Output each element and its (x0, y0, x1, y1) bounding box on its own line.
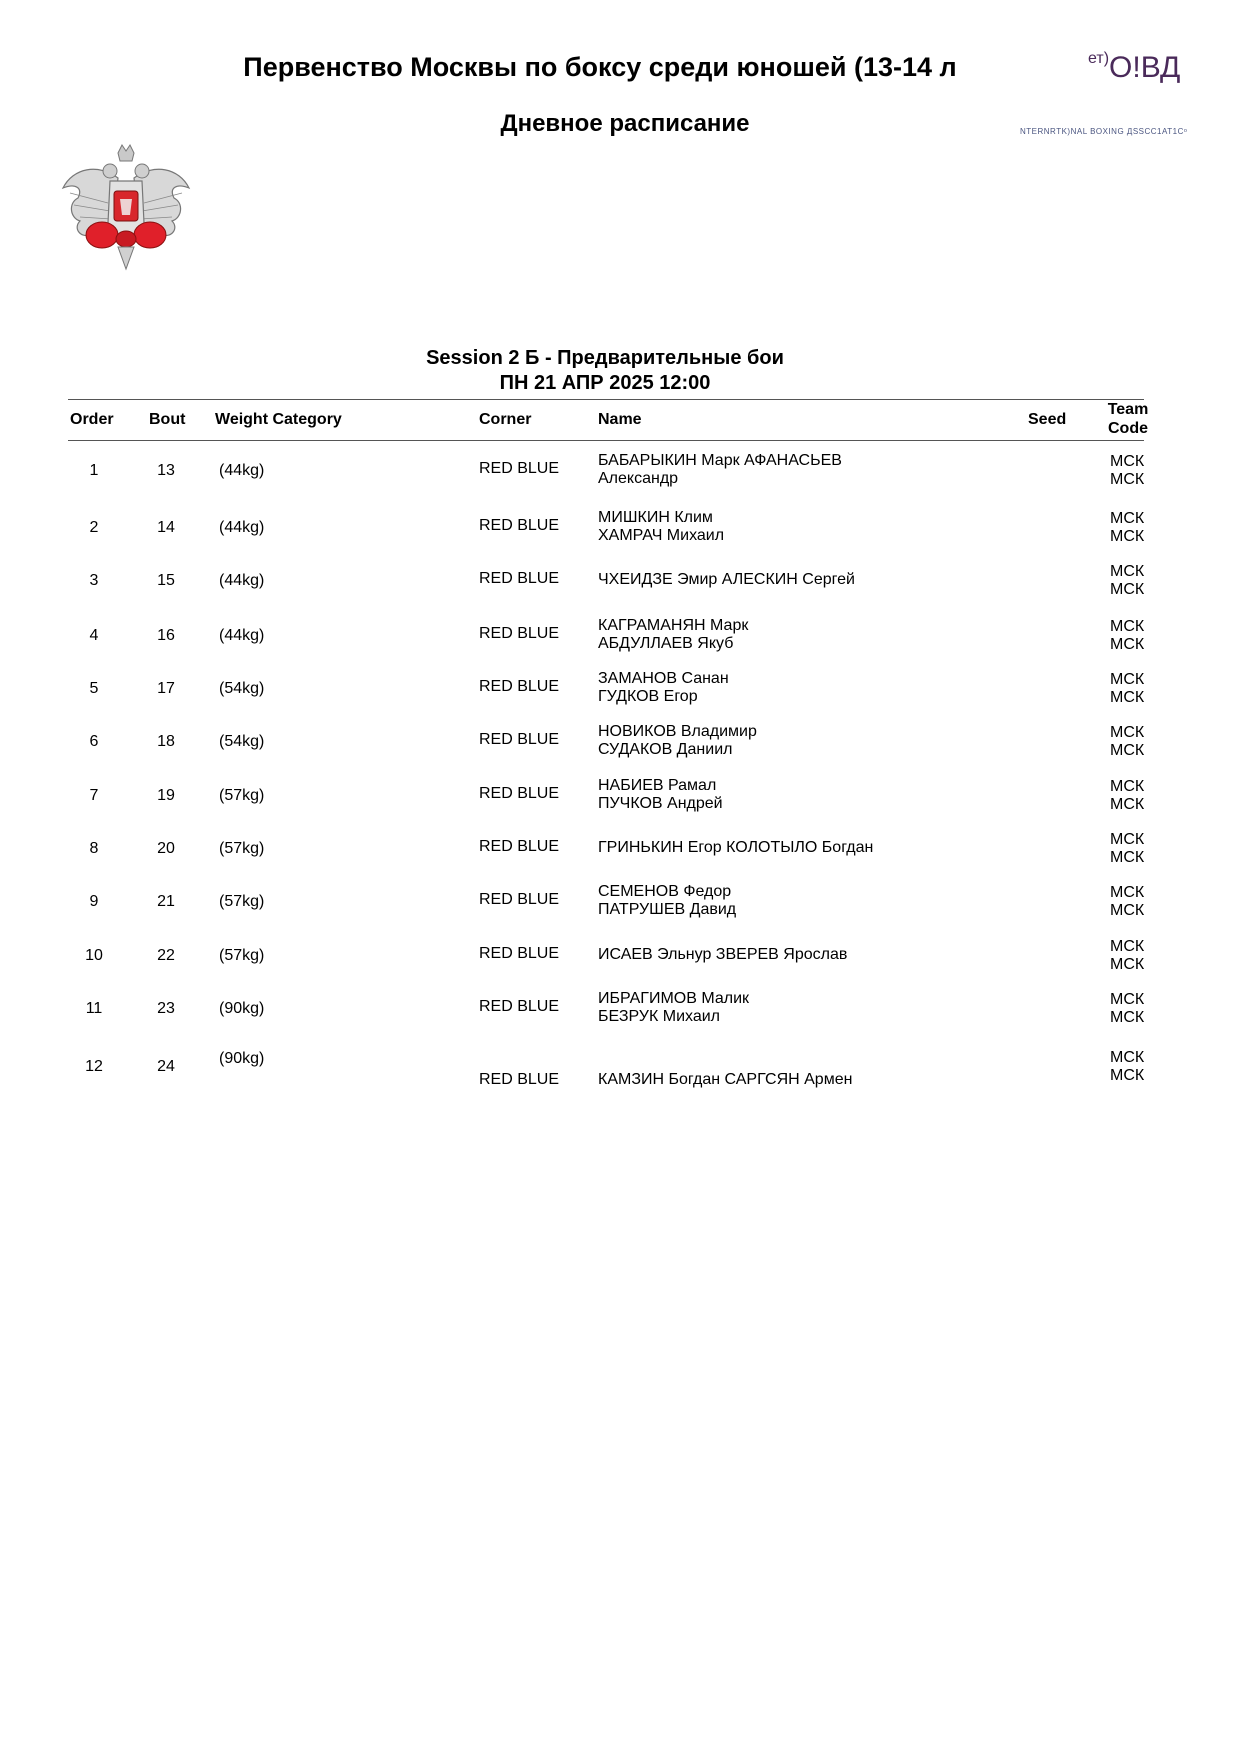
row-name-2: ПАТРУШЕВ Давид (598, 901, 737, 918)
iba-logo (1088, 50, 1180, 85)
row-order: 7 (89, 787, 99, 804)
row-team-2: МСК (1110, 1009, 1145, 1026)
row-team-2: МСК (1110, 742, 1145, 759)
col-team-code (1104, 400, 1152, 438)
row-order: 5 (89, 680, 99, 697)
row-weight: (57kg) (219, 787, 265, 804)
row-name-1: ЗАМАНОВ Санан (598, 670, 729, 687)
row-team-1: МСК (1110, 831, 1145, 848)
row-name-2: Александр (598, 470, 679, 487)
session-heading (0, 346, 1210, 396)
row-bout: 20 (157, 840, 175, 857)
iba-logo-main: О!ВД (1109, 51, 1181, 84)
row-corner: RED BLUE (479, 460, 560, 477)
row-team-1: МСК (1110, 778, 1145, 795)
row-corner: RED BLUE (479, 625, 560, 642)
row-weight: (44kg) (219, 572, 265, 589)
row-team-1: МСК (1110, 563, 1145, 580)
row-bout: 13 (157, 462, 175, 479)
row-weight: (54kg) (219, 733, 265, 750)
row-corner: RED BLUE (479, 517, 560, 534)
row-order: 11 (85, 1000, 103, 1017)
col-order: Order (70, 411, 114, 428)
row-order: 6 (89, 733, 99, 750)
col-seed: Seed (1028, 411, 1067, 428)
row-team-1: МСК (1110, 938, 1145, 955)
row-corner: RED BLUE (479, 785, 560, 802)
iba-logo-sup: ет) (1088, 50, 1110, 67)
row-team-2: МСК (1110, 528, 1145, 545)
col-bout: Bout (149, 411, 186, 428)
row-bout: 22 (157, 947, 175, 964)
row-bout: 16 (157, 627, 175, 644)
row-name-1: ЧХЕИДЗЕ Эмир АЛЕСКИН Сергей (598, 571, 855, 588)
row-team-2: МСК (1110, 471, 1145, 488)
row-weight: (57kg) (219, 947, 265, 964)
row-weight: (44kg) (219, 627, 265, 644)
row-name-2: ГУДКОВ Егор (598, 688, 698, 705)
row-name-1: НАБИЕВ Рамал (598, 777, 717, 794)
row-name-1: ИСАЕВ Эльнур ЗВЕРЕВ Ярослав (598, 946, 848, 963)
row-order: 1 (89, 462, 99, 479)
row-team-1: МСК (1110, 510, 1145, 527)
row-bout: 23 (157, 1000, 175, 1017)
row-name-2: СУДАКОВ Даниил (598, 741, 733, 758)
row-weight: (44kg) (219, 462, 265, 479)
row-team-2: МСК (1110, 581, 1145, 598)
row-corner: RED BLUE (479, 891, 560, 908)
row-team-1: МСК (1110, 724, 1145, 741)
col-team-line1: Team (1107, 401, 1149, 418)
row-team-2: МСК (1110, 636, 1145, 653)
row-name-1: КАМЗИН Богдан САРГСЯН Армен (598, 1071, 853, 1088)
col-name: Name (598, 411, 642, 428)
row-order: 2 (89, 519, 99, 536)
document-title: Первенство Москвы по боксу среди юношей (13-14 л (243, 52, 957, 82)
row-weight: (44kg) (219, 519, 265, 536)
col-weight: Weight Category (215, 411, 342, 428)
row-weight: (90kg) (219, 1000, 265, 1017)
row-name-1: КАГРАМАНЯН Марк (598, 617, 749, 634)
row-weight: (57kg) (219, 840, 265, 857)
row-order: 10 (85, 947, 103, 964)
row-bout: 21 (157, 893, 175, 910)
row-corner: RED BLUE (479, 570, 560, 587)
row-name-1: СЕМЕНОВ Федор (598, 883, 732, 900)
col-team-line2: Code (1108, 420, 1148, 437)
row-order: 12 (85, 1058, 103, 1075)
document-subtitle: Дневное расписание (500, 110, 750, 137)
row-team-2: МСК (1110, 956, 1145, 973)
row-name-1: ИБРАГИМОВ Малик (598, 990, 750, 1007)
row-bout: 14 (157, 519, 175, 536)
row-team-1: МСК (1110, 884, 1145, 901)
row-name-2: БЕЗРУК Михаил (598, 1008, 720, 1025)
row-corner: RED BLUE (479, 678, 560, 695)
row-bout: 15 (157, 572, 175, 589)
table-header-rule (68, 440, 1144, 441)
col-corner: Corner (479, 411, 532, 428)
row-bout: 17 (157, 680, 175, 697)
row-name-2: АБДУЛЛАЕВ Якуб (598, 635, 734, 652)
row-order: 4 (89, 627, 99, 644)
row-corner: RED BLUE (479, 838, 560, 855)
row-weight: (57kg) (219, 893, 265, 910)
row-corner: RED BLUE (479, 945, 560, 962)
row-bout: 18 (157, 733, 175, 750)
row-weight: (54kg) (219, 680, 265, 697)
session-date: ПН 21 АПР 2025 12:00 (499, 372, 711, 394)
row-bout: 24 (157, 1058, 175, 1075)
row-team-1: МСК (1110, 618, 1145, 635)
row-name-2: ПУЧКОВ Андрей (598, 795, 723, 812)
row-corner: RED BLUE (479, 998, 560, 1015)
row-team-2: МСК (1110, 902, 1145, 919)
row-team-2: МСК (1110, 796, 1145, 813)
row-weight: (90kg) (219, 1050, 265, 1067)
row-name-1: НОВИКОВ Владимир (598, 723, 757, 740)
table-top-rule (68, 399, 1144, 400)
row-team-2: МСК (1110, 689, 1145, 706)
row-name-1: БАБАРЫКИН Марк АФАНАСЬЕВ (598, 452, 842, 469)
session-title: Session 2 Б - Предварительные бои (426, 347, 784, 369)
row-name-1: МИШКИН Клим (598, 509, 713, 526)
row-bout: 19 (157, 787, 175, 804)
row-corner: RED BLUE (479, 731, 560, 748)
row-corner: RED BLUE (479, 1071, 560, 1088)
row-team-1: МСК (1110, 1049, 1145, 1066)
row-order: 3 (89, 572, 99, 589)
federation-emblem-icon (58, 143, 194, 273)
row-name-2: ХАМРАЧ Михаил (598, 527, 725, 544)
row-team-1: МСК (1110, 453, 1145, 470)
row-team-1: МСК (1110, 991, 1145, 1008)
row-order: 9 (89, 893, 99, 910)
row-team-2: МСК (1110, 1067, 1145, 1084)
row-name-1: ГРИНЬКИН Егор КОЛОТЫЛО Богдан (598, 839, 874, 856)
iba-logo-tagline: NTERNRTK)NAL BOXING ДSSCC1AT1Cᵒ (1020, 127, 1188, 136)
row-team-1: МСК (1110, 671, 1145, 688)
row-order: 8 (89, 840, 99, 857)
row-team-2: МСК (1110, 849, 1145, 866)
